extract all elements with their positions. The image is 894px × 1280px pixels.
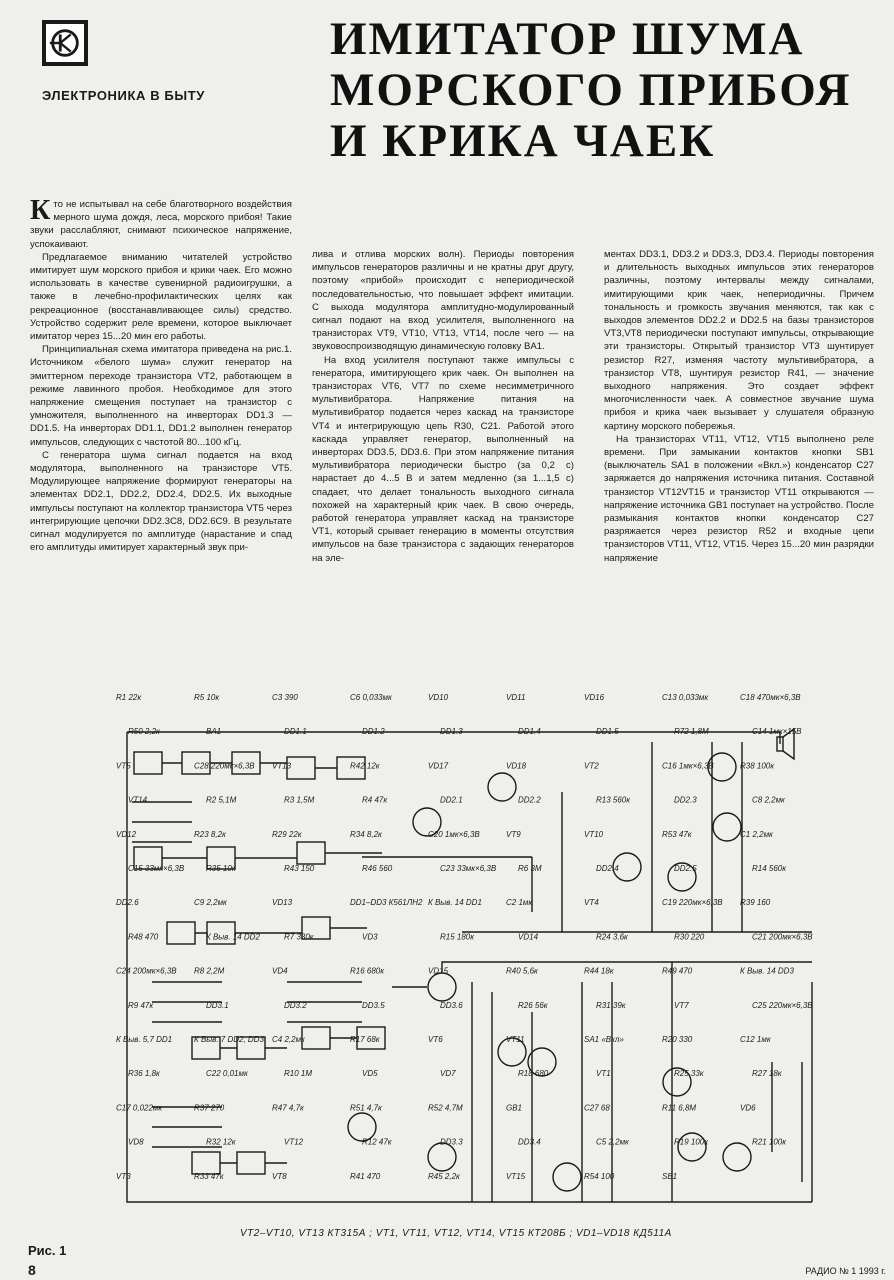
component-label: R34 8,2к bbox=[350, 829, 382, 839]
component-label: C2 1мк bbox=[506, 898, 533, 908]
component-label: DD3.5 bbox=[362, 1000, 385, 1010]
component-label: DD2.1 bbox=[440, 795, 463, 805]
component-label: VD3 bbox=[362, 932, 378, 942]
paragraph: На транзисторах VT11, VT12, VT15 выполнено реле времени. При замыкании контактов кнопки SB1 (выключатель SA1 в положении «Вкл.») конденсатор C27 заряжается до напряжения источника питания. Составной транзистор VT12VT15 и транзистор VT11 открываются — напряжение источника GB1 поступает на устройство. После размыкания контактов кнопки конденсатор C27 разряжается через резистор R52 и входные цепи транзисторов VT11, VT12, VT15. Через 15...20 мин разрядки напряжение bbox=[604, 433, 874, 564]
component-label: R16 680к bbox=[350, 966, 385, 976]
component-label: DD1.1 bbox=[284, 727, 307, 737]
component-label: R19 100к bbox=[674, 1137, 709, 1147]
component-label: R4 47к bbox=[362, 795, 388, 805]
component-label: GB1 bbox=[506, 1103, 523, 1113]
component-label: DD3.2 bbox=[284, 1000, 307, 1010]
paragraph: С генератора шума сигнал подается на вход модулятора, выполненного на транзисторе VT5. Модулирующее напряжение формируют генераторы на элементах DD2.1, DD2.2, DD2.4, DD2.5. Их выходные импульсы поступают на коллектор транзистора VT5 через интегрирующие цепочки DD2.3C8, DD2.6C9. В результате сигнал модулируется по амплитуде (нарастание и спад его амплитуды имитирует характерный звук при- bbox=[30, 449, 292, 554]
component-label: SA1 «Вкл» bbox=[584, 1035, 624, 1044]
component-label: R42 12к bbox=[350, 761, 380, 771]
component-label: VD6 bbox=[740, 1103, 756, 1113]
component-label: C24 200мк×6,3В bbox=[116, 966, 177, 976]
component-label: VT12 bbox=[284, 1137, 304, 1147]
component-label: DD3.1 bbox=[206, 1000, 229, 1010]
component-label: R46 560 bbox=[362, 864, 393, 873]
component-label: C14 1мк×15В bbox=[752, 727, 802, 737]
component-label: R11 6,8М bbox=[662, 1103, 697, 1113]
component-label: C21 200мк×6,3В bbox=[752, 932, 813, 942]
component-label: VD7 bbox=[440, 1069, 456, 1079]
component-label: VT4 bbox=[584, 898, 599, 908]
paragraph: Предлагаемое вниманию читателей устройство имитирует шум морского прибоя и крики чаек. Его можно использовать в качестве сувенирной радиоигрушки, а также в лечебно-профилактических целях как рекреационное (восстанавливающее силы) средство. Устройство содержит реле времени, которое выключает имитатор через 15...20 мин его работы. bbox=[30, 251, 292, 343]
component-label: C4 2,2мк bbox=[272, 1035, 305, 1044]
component-label: DD2.6 bbox=[116, 898, 139, 908]
component-label: C3 390 bbox=[272, 693, 298, 702]
article-title bbox=[330, 14, 870, 167]
component-label: VT5 bbox=[116, 761, 131, 771]
component-label: R13 560к bbox=[596, 795, 631, 805]
paragraph: ментах DD3.1, DD3.2 и DD3.3, DD3.4. Периоды повторения и длительность выходных импульсов этих генераторов различны, поэтому интервалы между сигналами, имитирующими крик чаек, непериодичны. Причем тональность и громкость звучания меняются, так как с выходов элементов DD2.2 и DD2.5 на базы транзисторов VT3,VT8 периодически поступают импульсы, открывающие эти транзисторы. Открытый транзистор VT3 шунтирует резистор R27, изменяя частоту мультивибратора, а транзистор VT8, шунтируя резистор R41, — значение выходного напряжения. Это создает эффект многочисленности чаек. А совместное звучание шума прибоя и крика чаек вызывает у слушателя образную картину морского побережья. bbox=[604, 249, 874, 432]
title-line: И КРИКА ЧАЕК bbox=[330, 115, 716, 167]
component-label: R38 100к bbox=[740, 761, 775, 771]
component-label: R2 5,1М bbox=[206, 795, 237, 805]
component-label: К Выв. 14 DD1 bbox=[428, 898, 482, 908]
component-label: R17 68к bbox=[350, 1035, 380, 1044]
component-label: DD1.5 bbox=[596, 727, 619, 737]
component-label: R35 10к bbox=[206, 864, 236, 873]
component-label: R21 100к bbox=[752, 1137, 787, 1147]
component-label: R53 47к bbox=[662, 829, 692, 839]
component-label: DD3.4 bbox=[518, 1137, 541, 1147]
component-label: VT2 bbox=[584, 761, 599, 771]
component-label: C6 0,033мк bbox=[350, 693, 392, 702]
component-label: SB1 bbox=[662, 1171, 678, 1181]
component-label: C23 33мк×6,3В bbox=[440, 864, 497, 873]
component-label: R7 330к bbox=[284, 932, 314, 942]
component-label: C13 0,033мк bbox=[662, 693, 709, 702]
component-label: DD3.6 bbox=[440, 1000, 463, 1010]
component-label: VD17 bbox=[428, 761, 449, 771]
component-label: VT1 bbox=[596, 1069, 611, 1079]
component-label: R15 180к bbox=[440, 932, 475, 942]
text-column-2 bbox=[312, 248, 574, 565]
component-label: VD8 bbox=[128, 1137, 144, 1147]
journal-footer: РАДИО № 1 1993 г. bbox=[805, 1266, 886, 1276]
component-label: C17 0,022мк bbox=[116, 1103, 163, 1113]
component-label: DD2.2 bbox=[518, 795, 541, 805]
drop-cap: К bbox=[30, 195, 51, 226]
component-label: DD2.4 bbox=[596, 864, 619, 873]
component-label: R41 470 bbox=[350, 1171, 381, 1181]
component-label: К Выв. 5,7 DD1 bbox=[116, 1035, 173, 1044]
paragraph: Принципиальная схема имитатора приведена на рис.1. Источником «белого шума» служит генератор на эмиттерном переходе транзистора VT2, работающем в режиме лавинного пробоя. Необходимое для этого напряжение смещения поступает на транзистор с умножителя, выполненного на инверторах DD1.3 — DD1.5. На инверторах DD1.1, DD1.2 выполнен генератор импульсов, следующих с частотой 80...100 кГц. bbox=[30, 344, 292, 448]
text-column-3 bbox=[604, 248, 874, 565]
component-label: C5 2,2мк bbox=[596, 1137, 629, 1147]
component-label: VT8 bbox=[272, 1171, 287, 1181]
component-label: R24 3,6к bbox=[596, 932, 628, 942]
component-label: R25 33к bbox=[674, 1069, 704, 1079]
component-label: C28 220мк×6,3В bbox=[194, 761, 255, 771]
component-label: VD4 bbox=[272, 966, 288, 976]
component-label: C12 1мк bbox=[740, 1035, 771, 1044]
component-label: R31 39к bbox=[596, 1000, 626, 1010]
component-label: R36 1,8к bbox=[128, 1069, 160, 1079]
component-label: DD2.5 bbox=[674, 864, 697, 873]
title-line: ИМИТАТОР ШУМА bbox=[330, 13, 805, 65]
component-label: R33 47к bbox=[194, 1171, 224, 1181]
component-label: R44 18к bbox=[584, 966, 614, 976]
text-column-1 bbox=[30, 195, 292, 554]
component-label: DD1.4 bbox=[518, 727, 541, 737]
component-label: VT11 bbox=[506, 1035, 525, 1044]
component-label: R3 1,5М bbox=[284, 795, 315, 805]
component-label: R48 470 bbox=[128, 932, 159, 942]
component-label: R49 470 bbox=[662, 966, 693, 976]
component-label: VT13 bbox=[272, 761, 292, 771]
component-label: C9 2,2мк bbox=[194, 898, 227, 908]
component-label: DD3.3 bbox=[440, 1137, 463, 1147]
component-label: R8 2,2М bbox=[194, 966, 225, 976]
component-label: R12 47к bbox=[362, 1137, 392, 1147]
component-label: R1 22к bbox=[116, 693, 142, 702]
transistor-logo-icon bbox=[46, 24, 84, 62]
component-label: R45 2,2к bbox=[428, 1171, 460, 1181]
component-label: VD5 bbox=[362, 1069, 378, 1079]
component-label: VD14 bbox=[518, 932, 539, 942]
section-label: ЭЛЕКТРОНИКА В БЫТУ bbox=[42, 88, 205, 103]
component-label: VT9 bbox=[506, 829, 521, 839]
component-label: R14 560к bbox=[752, 864, 787, 873]
figure-label: Рис. 1 bbox=[28, 1243, 67, 1258]
component-label: BA1 bbox=[206, 727, 222, 737]
component-label: R23 8,2к bbox=[194, 829, 226, 839]
title-line: МОРСКОГО ПРИБОЯ bbox=[330, 64, 852, 116]
component-label: C19 220мк×6,3В bbox=[662, 898, 723, 908]
schematic-labels bbox=[116, 693, 813, 1181]
component-label: VD12 bbox=[116, 829, 137, 839]
component-label: R43 150 bbox=[284, 864, 315, 873]
component-label: C8 2,2мк bbox=[752, 795, 785, 805]
component-label: VT3 bbox=[116, 1171, 131, 1181]
component-label: R20 330 bbox=[662, 1035, 693, 1044]
component-label: C18 470мк×6,3В bbox=[740, 693, 801, 702]
component-label: R5 10к bbox=[194, 693, 220, 702]
component-label: C20 1мк×6,3В bbox=[428, 829, 480, 839]
component-label: R40 5,6к bbox=[506, 966, 538, 976]
component-label: R51 4,7к bbox=[350, 1103, 382, 1113]
component-label: R54 100 bbox=[584, 1171, 615, 1181]
component-label: R10 1М bbox=[284, 1069, 313, 1079]
component-label: К Выв. 7 DD2, DD3 bbox=[194, 1035, 264, 1044]
component-label: VT6 bbox=[428, 1035, 443, 1044]
component-label: C25 220мк×6,3В bbox=[752, 1000, 813, 1010]
component-label: R18 680 bbox=[518, 1069, 549, 1079]
component-label: VD18 bbox=[506, 761, 527, 771]
component-label: R29 22к bbox=[272, 829, 302, 839]
component-label: VT10 bbox=[584, 829, 604, 839]
component-label: R72 1,8М bbox=[674, 727, 709, 737]
component-label: C15 33мк×6,3В bbox=[128, 864, 185, 873]
component-label: R47 4,7к bbox=[272, 1103, 304, 1113]
component-label: R9 47к bbox=[128, 1000, 154, 1010]
component-label: C16 1мк×6,3В bbox=[662, 761, 714, 771]
component-label: R50 2,2к bbox=[128, 727, 160, 737]
component-label: R32 12к bbox=[206, 1137, 236, 1147]
component-label: DD1.2 bbox=[362, 727, 385, 737]
magazine-logo bbox=[42, 20, 88, 66]
component-label: К Выв. 14 DD3 bbox=[740, 966, 794, 976]
component-label: К Выв. 14 DD2 bbox=[206, 932, 260, 942]
component-label: VT15 bbox=[506, 1171, 526, 1181]
component-label: R26 56к bbox=[518, 1000, 548, 1010]
circuit-schematic bbox=[112, 682, 832, 1242]
component-label: VD13 bbox=[272, 898, 293, 908]
component-label: VD11 bbox=[506, 693, 526, 702]
component-label: R52 4,7М bbox=[428, 1103, 463, 1113]
component-label: R6 3М bbox=[518, 864, 542, 873]
paragraph bbox=[30, 195, 292, 251]
component-label: VD15 bbox=[428, 966, 449, 976]
component-label: VD10 bbox=[428, 693, 449, 702]
component-label: C22 0,01мк bbox=[206, 1069, 248, 1079]
component-label: VT7 bbox=[674, 1000, 689, 1010]
component-label: R30 220 bbox=[674, 932, 705, 942]
component-label: R27 18к bbox=[752, 1069, 782, 1079]
paragraph: На вход усилителя поступают также импульсы с генератора, имитирующего крик чаек. Он выполнен на транзисторах VT6, VT7 по схеме несимметричного мультивибратора. Напряжение питания на мультивибратор подается через каскад на транзисторе VT4 и интегрирующую цепь R30, C21. Работой этого каскада управляет генератор, выполненный на инверторах DD3.5, DD3.6. При этом напряжение питания мультивибратора периодически быстро (за 0,2 с) нарастает до 4...5 В и затем медленно (за 1...1,5 с) спадает, что делает тональность выходного сигнала похожей на характерный крик чаек. В свою очередь, работой генератора управляет каскад на транзисторе VT1, который срывает генерацию в моменты отсутствия импульсов на базе транзистора с задающих генераторов на эле- bbox=[312, 354, 574, 564]
component-label: DD1.3 bbox=[440, 727, 463, 737]
paragraph-text: то не испытывал на себе благотворного воздействия мерного шума дождя, леса, морского прибоя! Такие звуки расслабляют, снимают психическое напряжение, успокаивают. bbox=[30, 199, 292, 250]
component-label: VD16 bbox=[584, 693, 605, 702]
component-label: DD2.3 bbox=[674, 795, 697, 805]
paragraph: лива и отлива морских волн). Периоды повторения импульсов генераторов различны и не кратны друг другу, поэтому «прибой» происходит с непериодической последовательностью, что повышает эффект имитации. С выхода модулятора амплитудно-модулированный сигнал подают на вход усилителя, выполненного на транзисторах VT9, VT10, VT13, VT14, после чего — на звуковоспроизводящую динамическую головку BA1. bbox=[312, 249, 574, 353]
component-label: C27 68 bbox=[584, 1103, 610, 1113]
component-label: R37 270 bbox=[194, 1103, 225, 1113]
schematic-drawing bbox=[112, 682, 832, 1242]
page-number: 8 bbox=[28, 1262, 36, 1278]
parts-caption: VT2–VT10, VT13 КТ315А ; VT1, VT11, VT12, VT14, VT15 КТ208Б ; VD1–VD18 КД511А bbox=[240, 1228, 672, 1239]
component-label: VT14 bbox=[128, 795, 148, 805]
component-label: DD1–DD3 К561ЛН2 bbox=[350, 898, 423, 908]
component-label: R39 160 bbox=[740, 898, 771, 908]
component-label: C1 2,2мк bbox=[740, 829, 773, 839]
